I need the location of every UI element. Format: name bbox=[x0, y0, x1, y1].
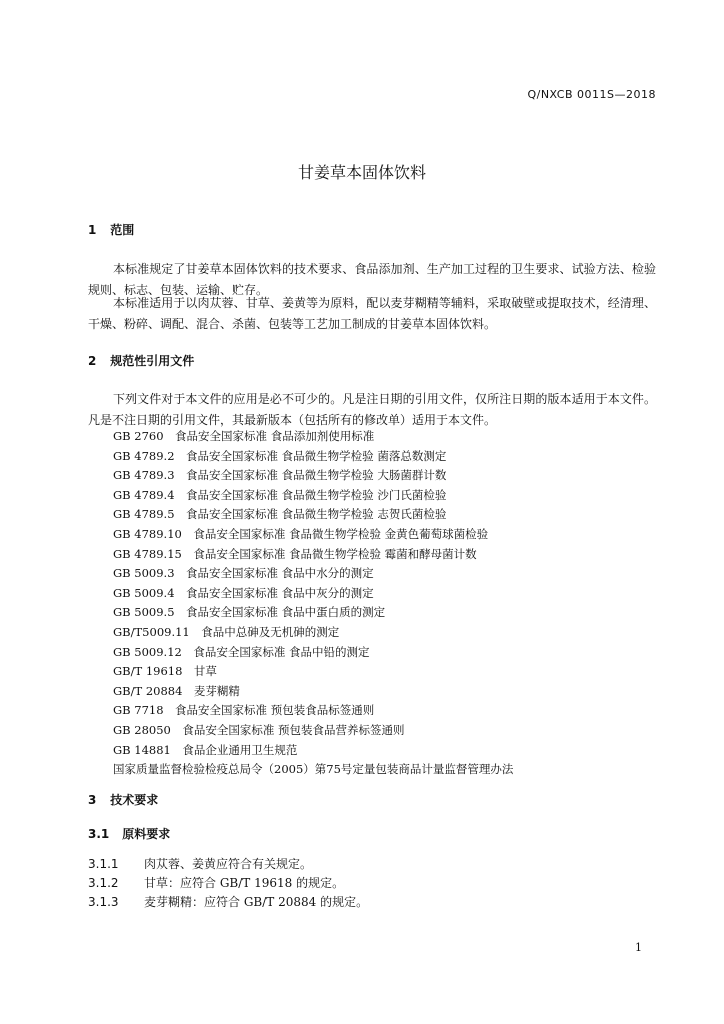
clause-3-1-2 bbox=[88, 874, 344, 891]
reference-item: GB/T 20884 麦芽糊精 bbox=[113, 683, 240, 698]
section-title: 规范性引用文件 bbox=[110, 354, 195, 368]
scope-paragraph-2: 本标准适用于以肉苁蓉、甘草、姜黄等为原料，配以麦芽糊精等辅料，采取破壁或提取技术，经清理、干燥、粉碎、调配、混合、杀菌、包装等工艺加工制成的甘姜草本固体饮料。 bbox=[88, 296, 656, 331]
section-3-heading bbox=[88, 791, 158, 808]
document-title: 甘姜草本固体饮料 bbox=[297, 163, 426, 182]
reference-item: GB 4789.15 食品安全国家标准 食品微生物学检验 霉菌和酵母菌计数 bbox=[113, 546, 477, 561]
section-number: 3 bbox=[88, 793, 97, 807]
standard-code: Q/NXCB 0011S—2018 bbox=[527, 88, 656, 101]
reference-item: GB 4789.10 食品安全国家标准 食品微生物学检验 金黄色葡萄球菌检验 bbox=[113, 526, 489, 541]
reference-item: GB 4789.3 食品安全国家标准 食品微生物学检验 大肠菌群计数 bbox=[113, 468, 447, 483]
subsection-3-1-heading bbox=[88, 825, 170, 842]
reference-item: GB 5009.4 食品安全国家标准 食品中灰分的测定 bbox=[113, 585, 374, 600]
reference-item: GB 5009.5 食品安全国家标准 食品中蛋白质的测定 bbox=[113, 605, 386, 620]
reference-item: GB/T 19618 甘草 bbox=[113, 664, 217, 679]
reference-item: GB 5009.12 食品安全国家标准 食品中铅的测定 bbox=[113, 644, 370, 659]
scope-paragraph-1: 本标准规定了甘姜草本固体饮料的技术要求、食品添加剂、生产加工过程的卫生要求、试验方法、检验规则、标志、包装、运输、贮存。 bbox=[88, 262, 656, 297]
clause-text: 甘草：应符合 GB/T 19618 的规定。 bbox=[144, 876, 345, 890]
clause-text: 肉苁蓉、姜黄应符合有关规定。 bbox=[144, 857, 313, 871]
reference-list bbox=[113, 427, 513, 780]
clause-3-1-1 bbox=[88, 855, 312, 872]
clause-text: 麦芽糊精：应符合 GB/T 20884 的规定。 bbox=[144, 895, 369, 909]
section-number: 1 bbox=[88, 223, 97, 237]
section-title: 技术要求 bbox=[110, 793, 159, 807]
subsection-title: 原料要求 bbox=[122, 827, 171, 841]
normative-intro: 下列文件对于本文件的应用是必不可少的。凡是注日期的引用文件，仅所注日期的版本适用于本文件。凡是不注日期的引用文件，其最新版本（包括所有的修改单）适用于本文件。 bbox=[88, 392, 656, 427]
reference-item: GB 4789.4 食品安全国家标准 食品微生物学检验 沙门氏菌检验 bbox=[113, 487, 447, 502]
reference-item: GB 5009.3 食品安全国家标准 食品中水分的测定 bbox=[113, 566, 374, 581]
clause-number: 3.1.1 bbox=[88, 857, 119, 871]
section-number: 2 bbox=[88, 354, 97, 368]
reference-item: GB 4789.5 食品安全国家标准 食品微生物学检验 志贺氏菌检验 bbox=[113, 507, 447, 522]
reference-item: GB 4789.2 食品安全国家标准 食品微生物学检验 菌落总数测定 bbox=[113, 448, 447, 463]
clause-number: 3.1.2 bbox=[88, 876, 119, 890]
page-number: 1 bbox=[635, 941, 642, 954]
reference-item: GB 14881 食品企业通用卫生规范 bbox=[113, 742, 298, 757]
subsection-number: 3.1 bbox=[88, 827, 110, 841]
section-2-heading bbox=[88, 352, 194, 369]
clause-3-1-3 bbox=[88, 893, 368, 910]
reference-item: 国家质量监督检验检疫总局令（2005）第75号定量包装商品计量监督管理办法 bbox=[113, 762, 514, 777]
section-title: 范围 bbox=[110, 223, 135, 237]
reference-item: GB 28050 食品安全国家标准 预包装食品营养标签通则 bbox=[113, 722, 405, 737]
reference-item: GB 7718 食品安全国家标准 预包装食品标签通则 bbox=[113, 703, 375, 718]
reference-item: GB/T5009.11 食品中总砷及无机砷的测定 bbox=[113, 624, 340, 639]
section-1-heading bbox=[88, 221, 134, 238]
clause-number: 3.1.3 bbox=[88, 895, 119, 909]
reference-item: GB 2760 食品安全国家标准 食品添加剂使用标准 bbox=[113, 429, 375, 443]
